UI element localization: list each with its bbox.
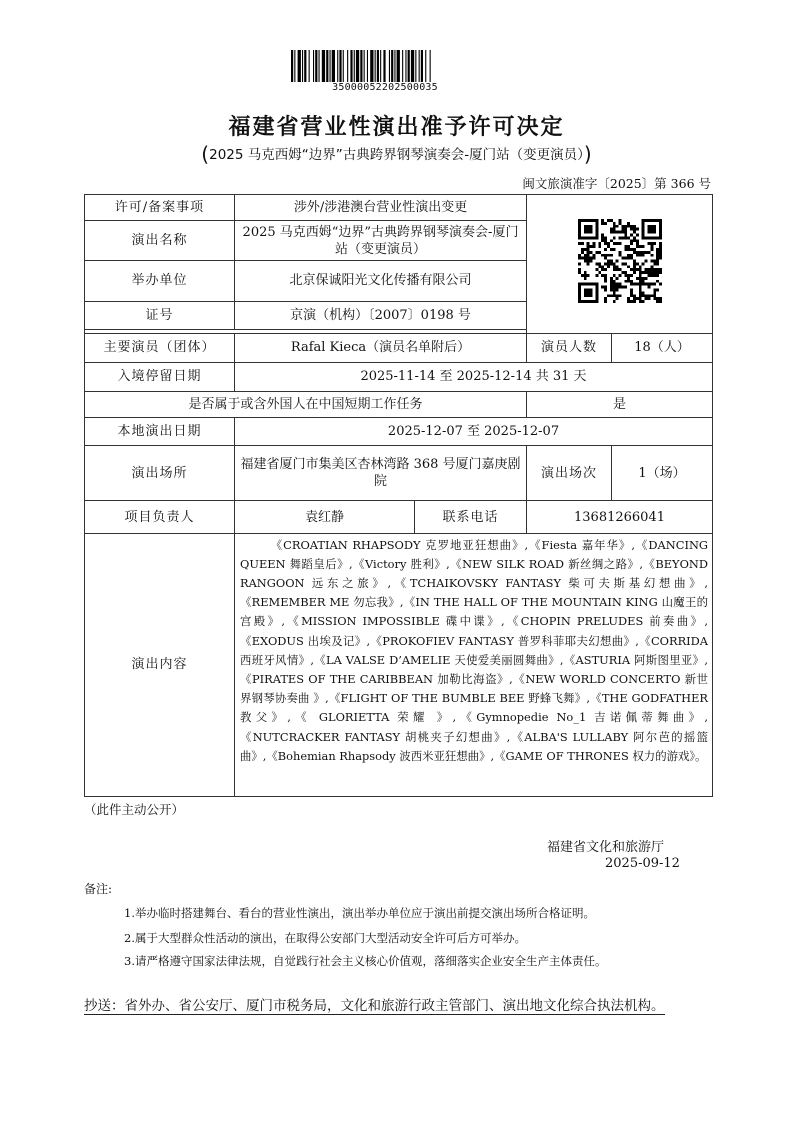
manager-value: 袁红静 — [235, 501, 415, 533]
item-label: 许可/备案事项 — [85, 195, 235, 221]
issuer: 福建省文化和旅游厅 — [547, 840, 665, 855]
content-label: 演出内容 — [85, 533, 235, 796]
note-1: 1.举办临时搭建舞台、看台的营业性演出，演出举办单位应于演出前提交演出场所合格证明。 — [124, 906, 595, 920]
notes-label: 备注: — [84, 882, 113, 896]
cc-label: 抄送： — [84, 998, 125, 1014]
document-title: 福建省营业性演出准予许可决定 — [228, 115, 565, 140]
manager-label: 项目负责人 — [85, 501, 235, 533]
sessions-value: 1（场） — [612, 446, 713, 501]
foreign-answer: 是 — [527, 391, 713, 417]
phone-label: 联系电话 — [415, 501, 527, 533]
license-value: 京演（机构）〔2007〕0198 号 — [235, 301, 527, 329]
cc-block — [84, 994, 712, 1019]
sessions-label: 演出场次 — [527, 446, 612, 501]
local-date-value: 2025-12-07 至 2025-12-07 — [235, 418, 713, 446]
performers-value: Rafal Kieca（演员名单附后） — [235, 333, 527, 362]
stay-value: 2025-11-14 至 2025-12-14 共 31 天 — [235, 362, 713, 391]
note-3: 3.请严格遵守国家法律法规，自觉践行社会主义核心价值观，落细落实企业安全生产主体责任。 — [124, 954, 607, 968]
document-subtitle: (2025 马克西姆“边界”古典跨界钢琴演奏会-厦门站（变更演员）) — [201, 142, 592, 166]
public-note: （此件主动公开） — [84, 802, 185, 817]
barcode — [291, 50, 479, 82]
qr-code-cell — [527, 195, 713, 334]
barcode-number: 35000052202500035 — [332, 82, 438, 93]
document-number: 闽文旅演准字〔2025〕第 366 号 — [522, 176, 711, 191]
performer-count-value: 18（人） — [612, 333, 713, 362]
performers-label: 主要演员（团体） — [85, 333, 235, 362]
stay-label: 入境停留日期 — [85, 362, 235, 391]
qr-code-icon — [578, 219, 662, 303]
show-name-label: 演出名称 — [85, 221, 235, 261]
note-2: 2.属于大型群众性活动的演出，在取得公安部门大型活动安全许可后方可举办。 — [124, 931, 526, 945]
content-value: 《CROATIAN RHAPSODY 克罗地亚狂想曲》,《Fiesta 嘉年华》,《DANCING QUEEN 舞蹈皇后》,《Victory 胜利》,《NEW SILK ROAD 新丝绸之路》,《BEYOND RANGOON 远东之旅》,《TCHAIKOVSKY FANTASY 柴可夫斯基幻想曲》,《REMEMBER ME 勿忘我》,《IN THE HALL OF THE MOUNTAIN KING 山魔王的宫殿》,《MISSION IMPOSSIBLE 碟中谍》,《CHOPIN PRELUDES 前奏曲》,《EXODUS 出埃及记》,《PROKOFIEV FANTASY 普罗科菲耶夫幻想曲》,《CORRIDA 西班牙风情》,《LA VALSE D’AMELIE 天使爱美丽圆舞曲》,《ASTURIA 阿斯图里亚》,《PIRATES OF THE CARIBBEAN 加勒比海盗》,《NEW WORLD CONCERTO 新世界钢琴协奏曲 》,《FLIGHT OF THE BUMBLE BEE 野蜂飞舞》,《THE GODFATHER 教父》,《 GLORIETTA 荣耀 》,《Gymnopedie No_1 吉诺佩蒂舞曲》,《NUTCRACKER FANTASY 胡桃夹子幻想曲》,《ALBA'S LULLABY 阿尔芭的摇篮曲》,《Bohemian Rhapsody 波西米亚狂想曲》,《GAME OF THRONES 权力的游戏》。 — [240, 537, 709, 763]
cc-value: 省外办、省公安厅、厦门市税务局，文化和旅游行政主管部门、演出地文化综合执法机构。 — [124, 998, 665, 1014]
venue-label: 演出场所 — [85, 446, 235, 501]
performer-count-label: 演员人数 — [527, 333, 612, 362]
subtitle-text: 2025 马克西姆“边界”古典跨界钢琴演奏会-厦门站（变更演员） — [209, 147, 584, 163]
license-label: 证号 — [85, 301, 235, 329]
local-date-label: 本地演出日期 — [85, 418, 235, 446]
organizer-label: 举办单位 — [85, 261, 235, 301]
organizer-value: 北京保诚阳光文化传播有限公司 — [235, 261, 527, 301]
show-name-value: 2025 马克西姆“边界”古典跨界钢琴演奏会-厦门站（变更演员） — [235, 221, 527, 261]
foreign-question: 是否属于或含外国人在中国短期工作任务 — [85, 391, 527, 417]
item-value: 涉外/涉港澳台营业性演出变更 — [235, 195, 527, 221]
phone-value: 13681266041 — [527, 501, 713, 533]
venue-value: 福建省厦门市集美区杏林湾路 368 号厦门嘉庚剧院 — [235, 446, 527, 501]
content-cell — [235, 533, 713, 796]
permit-table — [84, 194, 713, 797]
issue-date: 2025-09-12 — [605, 856, 680, 871]
